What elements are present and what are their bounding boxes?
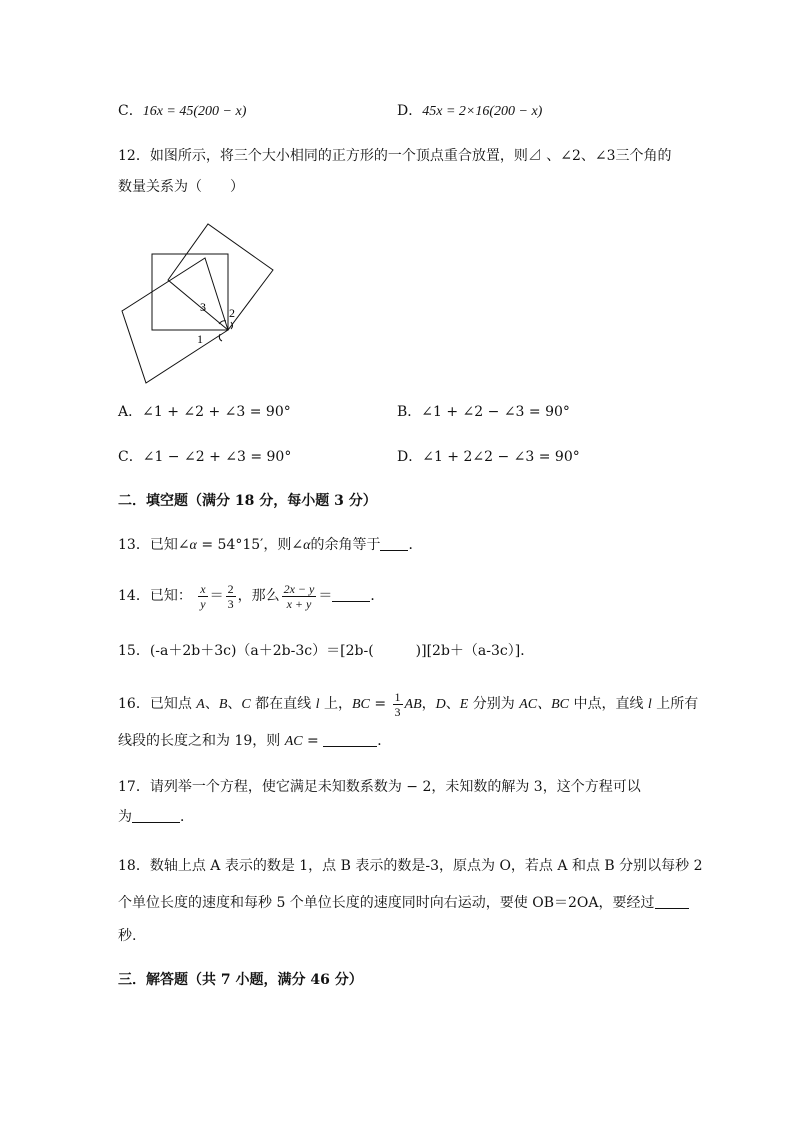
q16-line2-prefix: 线段的长度之和为 19，则 [118, 733, 285, 749]
q16-part6: 中点，直线 [569, 696, 648, 712]
q14-f2-num: 2 [227, 581, 234, 596]
q16-line-l-2: l [647, 697, 652, 712]
q14-f3-den: x + y [286, 596, 312, 611]
q13-answer-blank[interactable] [380, 536, 408, 551]
fig-label-2: 2 [229, 306, 235, 320]
q17-answer-blank[interactable] [132, 808, 180, 823]
q12-option-d: D．∠1 + 2∠2 − ∠3 = 90° [397, 449, 580, 465]
q14-eq1: ＝ [209, 588, 224, 604]
q11-option-d-equation: 45x = 2×16(200 − x) [422, 104, 543, 119]
right-tilted-square [168, 224, 273, 330]
q16-part4: ， [421, 696, 436, 712]
q11-option-d-label: D． [397, 103, 423, 119]
q14-fraction-expression [282, 582, 317, 611]
q16-part1: 16．已知点 [118, 696, 197, 712]
q16-f-den: 3 [394, 704, 401, 719]
q16-point-b: B [218, 697, 228, 712]
q13-value: = 54°15′ [196, 537, 264, 553]
q14-fraction-2-over-3 [226, 582, 236, 611]
q11-option-c-label: C． [118, 103, 143, 119]
q11-option-c-equation: 16x = 45(200 − x) [142, 104, 247, 119]
q16-part5: 分别为 [468, 696, 520, 712]
section-3-title: 三．解答题（共 7 小题，满分 46 分） [118, 972, 363, 988]
q16-sep2: 、 [227, 696, 242, 712]
fig-label-3: 3 [200, 300, 206, 314]
left-tilted-square [122, 258, 228, 383]
q16-point-d: D [435, 697, 446, 712]
q18-answer-blank[interactable] [655, 894, 689, 909]
q14-middle: ，那么 [237, 588, 280, 604]
q13-middle: ，则∠ [263, 537, 304, 553]
q12-stem-line2: 数量关系为（ ） [118, 179, 244, 195]
q13 [118, 535, 422, 556]
q12-option-a: A．∠1 + ∠2 + ∠3 = 90° [118, 404, 291, 420]
upright-square [152, 254, 228, 330]
q14-eq2: ＝ [318, 588, 333, 604]
q12-option-b: B．∠1 + ∠2 − ∠3 = 90° [397, 404, 570, 420]
q14-end: ． [370, 588, 385, 604]
q16-sep3: 、 [445, 696, 460, 712]
q16-ac: AC [284, 734, 303, 749]
q16-f-num: 1 [394, 689, 401, 704]
q14-prefix: 14．已知： [118, 588, 192, 604]
q16-point-a: A [196, 697, 205, 712]
q12-stem-line1: 12．如图所示，将三个大小相同的正方形的一个顶点重合放置，则⊿ 、∠2、∠3三个角的 [118, 148, 672, 164]
q11-option-d [397, 101, 542, 122]
q14-answer-blank[interactable] [332, 587, 370, 602]
q14-f2-den: 3 [227, 596, 234, 611]
q16-sep1: 、 [204, 696, 219, 712]
q13-alpha-2: α [303, 538, 311, 553]
q16-part3: 上， [319, 696, 352, 712]
q16-part2: 都在直线 [250, 696, 316, 712]
q14 [118, 578, 384, 614]
q14-f1-num: x [200, 581, 206, 596]
q16-line2-end: ． [377, 733, 392, 749]
q16-part7: 上所有 [651, 696, 699, 712]
q17-line2 [118, 807, 194, 827]
q16-bc: BC [351, 697, 370, 712]
q11-option-c [118, 101, 246, 122]
q14-f3-num: 2x − y [283, 581, 315, 596]
q16-point-c: C [241, 697, 251, 712]
q16-line-l: l [315, 697, 320, 712]
q16-fraction-one-third [393, 690, 403, 719]
q15: 15．(-a＋2b＋3c)（a＋2b-3c）＝[2b-( )][2b＋（a-3c）]． [118, 643, 535, 659]
q14-f1-den: y [200, 596, 206, 611]
section-2-title: 二．填空题（满分 18 分，每小题 3 分） [118, 493, 377, 509]
q18-line2 [118, 893, 689, 913]
q18-line1: 18．数轴上点 A 表示的数是 1，点 B 表示的数是-3，原点为 O，若点 A 和点 B 分别以每秒 2 [118, 858, 703, 874]
q13-suffix: 的余角等于 [310, 537, 381, 553]
q16-line1 [118, 686, 698, 723]
q16-line2 [118, 731, 391, 752]
q17-line2-end: ． [180, 809, 194, 825]
q13-prefix: 13．已知∠ [118, 537, 190, 553]
q18-line3: 秒. [118, 928, 137, 944]
q16-ac-bc: AC、BC [519, 697, 569, 712]
q13-end: ． [408, 537, 423, 553]
q18-line2-text: 个单位长度的速度和每秒 5 个单位长度的速度同时向右运动，要使 OB＝2OA，要经过 [118, 895, 655, 911]
fig-label-1: 1 [197, 332, 203, 346]
q16-eq: = [369, 696, 391, 712]
q12-option-c: C．∠1 − ∠2 + ∠3 = 90° [118, 449, 292, 465]
q14-fraction-x-over-y [198, 582, 207, 611]
q17-line2-prefix: 为 [118, 809, 132, 825]
q17-line1: 17．请列举一个方程，使它满足未知数系数为 − 2，未知数的解为 3，这个方程可以 [118, 779, 641, 795]
q12-squares-figure [118, 220, 278, 390]
q16-ab: AB [404, 697, 422, 712]
q16-answer-blank[interactable] [323, 732, 377, 747]
q16-point-e: E [459, 697, 469, 712]
q13-alpha: α [189, 538, 197, 553]
q16-line2-eq: = [302, 733, 324, 749]
